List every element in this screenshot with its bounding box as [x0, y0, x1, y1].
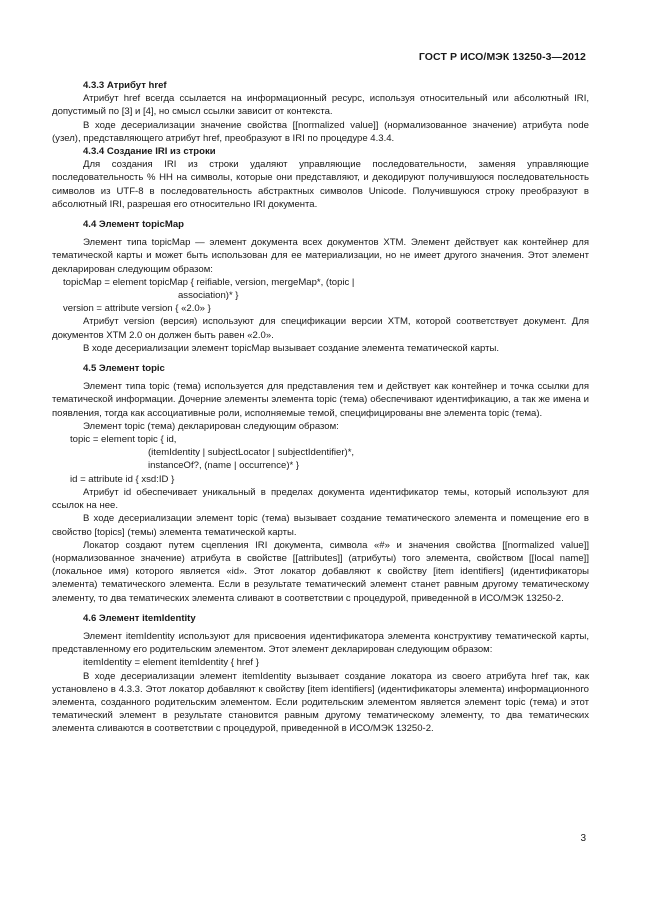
section-heading-4-3-3: 4.3.3 Атрибут href [83, 80, 167, 91]
code-line: instanceOf?, (name | occurrence)* } [148, 460, 300, 472]
paragraph: Атрибут version (версия) используют для спецификации версии XTM, которой соответствует документ. Для документов XTM 2.0 он должен быть равен «2.0». [52, 316, 589, 341]
paragraph: Элемент topic (тема) декларирован следующим образом: [83, 420, 339, 432]
section-heading-4-3-4: 4.3.4 Создание IRI из строки [83, 146, 216, 158]
paragraph: Атрибут href всегда ссылается на информационный ресурс, используя относительный или абсолютный IRI, допустимый по [3] и [4], но смысл ссылки зависит от контекста. [52, 93, 589, 118]
code-line: itemIdentity = element itemIdentity { href } [83, 657, 259, 669]
document-body [52, 79, 589, 736]
document-header: ГОСТ Р ИСО/МЭК 13250-3—2012 [418, 51, 586, 63]
paragraph: В ходе десериализации элемент topic (тема) вызывает создание тематического элемента и помещение его в свойство [topics] (темы) элемента тематической карты. [52, 513, 589, 538]
paragraph: В ходе десериализации элемент topicMap вызывает создание элемента тематической карты. [83, 342, 500, 354]
code-line: version = attribute version { «2.0» } [63, 303, 211, 315]
paragraph: Локатор создают путем сцепления IRI документа, символа «#» и значения свойства [[normalized value]] (нормализованное значение) атрибута в свойстве [[attributes]] (атрибуты) того элемента, свойством [[local name]] (локальное имя) которого является «id». Этот локатор добавляют к свойству [item identifiers] (идентификаторы элемента) тематического элемента. Если в результате тематический элемент станет равным другому тематическому элементу, то два тематических элемента сливают в соответствии с процедурой, приведенной в ИСО/МЭК 13250-2. [52, 539, 589, 604]
paragraph: Элемент типа topicMap — элемент документа всех документов XTM. Элемент действует как контейнер для тематической карты и может быть использован для ее материализации, но не имеет другого значения. Этот элемент декларирован следующим образом: [52, 237, 589, 275]
paragraph: Для создания IRI из строки удаляют управляющие последовательности, заменяя управляющие последовательность % HH на символы, которые они представляют, и декодируют получившуюся последовательность символов из UTF-8 в последовательность абстрактных символов Unicode. Получившуюся строку преобразуют в абсолютный IRI, разрешая его относительно IRI документа. [52, 159, 589, 210]
code-line: topic = element topic { id, [70, 434, 177, 446]
code-line: id = attribute id { xsd:ID } [70, 473, 175, 485]
code-line: association)* } [178, 290, 239, 302]
paragraph: Элемент itemIdentity используют для присвоения идентификатора элемента конструктиву тематической карты, представленному его родительским элементом. Этот элемент декларирован следующим образом: [52, 630, 589, 656]
section-heading-4-5: 4.5 Элемент topic [83, 363, 165, 375]
paragraph: Элемент типа topic (тема) используется для представления тем и действует как контейнер и точка ссылки для тематической информации. Дочерние элементы элемента topic (тема) обеспечивают идентификацию, а так же имена и появления, тогда как ассоциативные роли, исполняемые темой, специфицированы вне элемента topic (тема). [52, 381, 589, 419]
code-line: topicMap = element topicMap { reifiable, version, mergeMap*, (topic | [63, 276, 355, 288]
paragraph: В ходе десериализации значение свойства [[normalized value]] (нормализованное значение) атрибута node (узел), представляющего атрибут href, преобразуют в IRI по процедуре 4.3.4. [52, 119, 589, 144]
page-number: 3 [580, 833, 586, 844]
code-line: (itemIdentity | subjectLocator | subjectIdentifier)*, [148, 447, 355, 459]
paragraph: Атрибут id обеспечивает уникальный в пределах документа идентификатор темы, который используют для ссылок на нее. [52, 486, 589, 512]
section-heading-4-6: 4.6 Элемент itemIdentity [83, 612, 196, 624]
section-heading-4-4: 4.4 Элемент topicMap [83, 219, 184, 231]
paragraph: В ходе десериализации элемент itemIdentity вызывает создание локатора из своего атрибута href так, как установлено в 4.3.3. Этот локатор добавляют к свойству [item identifiers] (идентификаторы элемента) информационного элемента, созданного родительским элементом. Если родительским элементом является элемент topic (тема) и этот тематический элемент в результате становится равным другому тематическому элементу, то два тематических элемента сливаются в соответствии с процедурой, приведенной в ИСО/МЭК 13250-2. [52, 670, 589, 735]
